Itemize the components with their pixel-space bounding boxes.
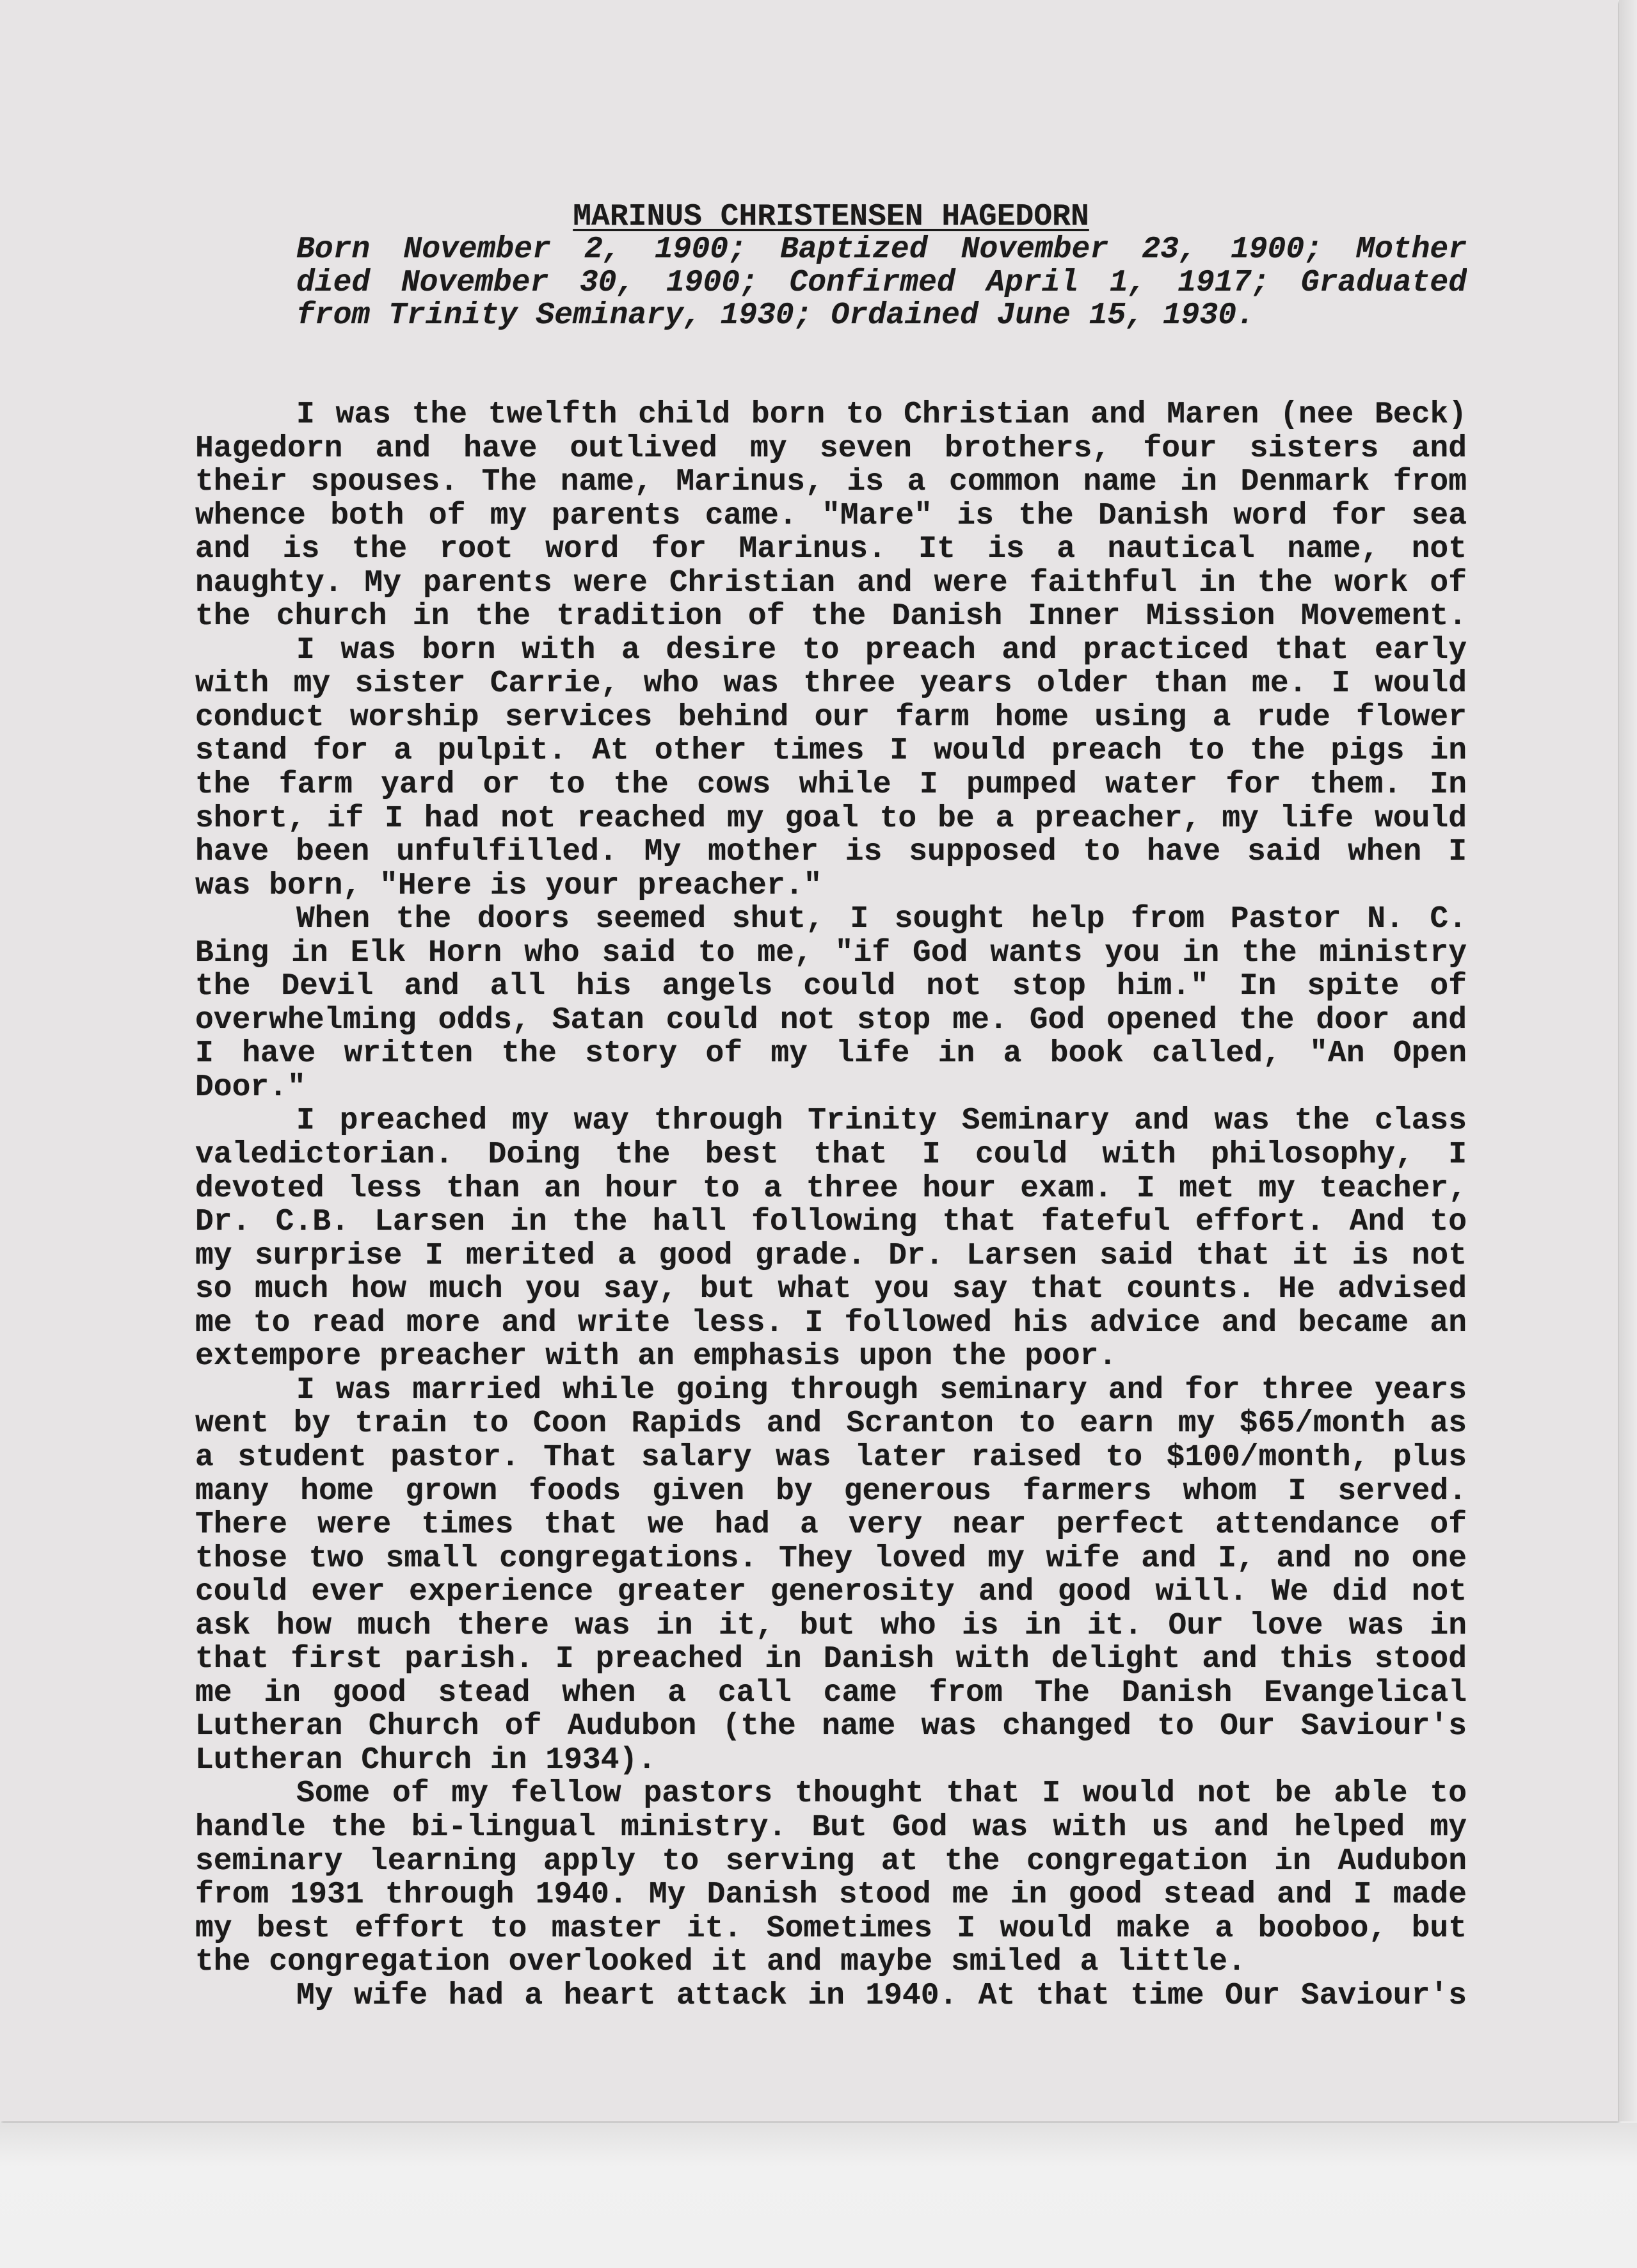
text-line: the congregation overlooked it and maybe smiled a little.	[195, 1945, 1246, 1979]
text-line: seminary learning apply to serving at the congregation in Audubon	[195, 1844, 1467, 1879]
text-line: my surprise I merited a good grade. Dr. Larsen said that it is not	[195, 1239, 1467, 1273]
body-text	[195, 398, 1467, 2013]
text-line: went by train to Coon Rapids and Scranton to earn my $65/month as	[195, 1407, 1467, 1441]
text-line: the church in the tradition of the Danish Inner Mission Movement.	[195, 600, 1467, 634]
text-line: the farm yard or to the cows while I pumped water for them. In	[195, 768, 1467, 802]
text-line: Hagedorn and have outlived my seven brothers, four sisters and	[195, 431, 1467, 466]
text-line: extempore preacher with an emphasis upon the poor.	[195, 1340, 1117, 1374]
text-line: me to read more and write less. I followed his advice and became an	[195, 1306, 1467, 1340]
text-line: handle the bi-lingual ministry. But God was with us and helped my	[195, 1810, 1467, 1845]
text-line: a student pastor. That salary was later raised to $100/month, plus	[195, 1440, 1467, 1475]
text-line: valedictorian. Doing the best that I could with philosophy, I	[195, 1138, 1467, 1172]
dates-line: from Trinity Seminary, 1930; Ordained June 15, 1930.	[296, 300, 1255, 334]
dates-line: died November 30, 1900; Confirmed April 1, 1917; Graduated	[296, 266, 1467, 300]
text-line: was born, "Here is your preacher."	[195, 869, 822, 903]
scanner-edge-right	[1619, 0, 1637, 2121]
text-line: their spouses. The name, Marinus, is a common name in Denmark from	[195, 465, 1467, 499]
text-line: I have written the story of my life in a book called, "An Open	[195, 1037, 1467, 1071]
text-line: Some of my fellow pastors thought that I would not be able to	[296, 1777, 1467, 1811]
paragraph	[195, 1777, 1467, 1979]
paragraph	[195, 903, 1467, 1104]
paragraph	[195, 1979, 1467, 2013]
text-line: whence both of my parents came. "Mare" is the Danish word for sea	[195, 499, 1467, 533]
text-line: I was married while going through seminary and for three years	[296, 1373, 1467, 1408]
text-line: from 1931 through 1940. My Danish stood me in good stead and I made	[195, 1878, 1467, 1912]
paragraph	[195, 398, 1467, 634]
text-line: Lutheran Church of Audubon (the name was changed to Our Saviour's	[195, 1710, 1467, 1744]
text-line: many home grown foods given by generous farmers whom I served.	[195, 1474, 1467, 1509]
text-line: overwhelming odds, Satan could not stop me. God opened the door and	[195, 1003, 1467, 1038]
dates-line: Born November 2, 1900; Baptized November 23, 1900; Mother	[296, 234, 1467, 267]
text-line: with my sister Carrie, who was three years older than me. I would	[195, 667, 1467, 701]
text-line: Bing in Elk Horn who said to me, "if God wants you in the ministry	[195, 936, 1467, 970]
paragraph	[195, 1104, 1467, 1373]
text-line: ask how much there was in it, but who is in it. Our love was in	[195, 1609, 1467, 1643]
text-line: so much how much you say, but what you say that counts. He advised	[195, 1273, 1467, 1307]
text-line: Dr. C.B. Larsen in the hall following that fateful effort. And to	[195, 1205, 1467, 1239]
scanner-edge-bottom	[0, 2123, 1637, 2268]
text-line: could ever experience greater generosity and good will. We did not	[195, 1575, 1467, 1609]
text-line: and is the root word for Marinus. It is a nautical name, not	[195, 533, 1467, 567]
text-line: those two small congregations. They loved my wife and I, and no one	[195, 1541, 1467, 1576]
text-line: I was the twelfth child born to Christian and Maren (nee Beck)	[296, 398, 1467, 432]
text-line: Lutheran Church in 1934).	[195, 1743, 657, 1778]
text-line: I preached my way through Trinity Seminary and was the class	[296, 1104, 1467, 1139]
text-line: that first parish. I preached in Danish with delight and this stood	[195, 1643, 1467, 1677]
text-line: the Devil and all his angels could not stop him." In spite of	[195, 970, 1467, 1004]
text-line: My wife had a heart attack in 1940. At that time Our Saviour's	[296, 1979, 1467, 2013]
text-line: short, if I had not reached my goal to be a preacher, my life would	[195, 801, 1467, 836]
text-line: stand for a pulpit. At other times I would preach to the pigs in	[195, 734, 1467, 769]
paragraph	[195, 1374, 1467, 1778]
text-line: There were times that we had a very near perfect attendance of	[195, 1508, 1467, 1542]
text-line: conduct worship services behind our farm home using a rude flower	[195, 700, 1467, 735]
biographical-dates	[296, 234, 1467, 333]
text-line: Door."	[195, 1070, 306, 1105]
text-line: my best effort to master it. Sometimes I would make a booboo, but	[195, 1911, 1467, 1946]
text-line: naughty. My parents were Christian and were faithful in the work of	[195, 566, 1467, 600]
text-line: devoted less than an hour to a three hour exam. I met my teacher,	[195, 1171, 1467, 1206]
text-line: have been unfulfilled. My mother is supposed to have said when I	[195, 835, 1467, 869]
text-line: When the doors seemed shut, I sought help from Pastor N. C.	[296, 903, 1467, 937]
text-line: me in good stead when a call came from The Danish Evangelical	[195, 1676, 1467, 1710]
document-title: MARINUS CHRISTENSEN HAGEDORN	[573, 200, 1089, 234]
text-line: I was born with a desire to preach and practiced that early	[296, 633, 1467, 668]
paragraph	[195, 634, 1467, 903]
